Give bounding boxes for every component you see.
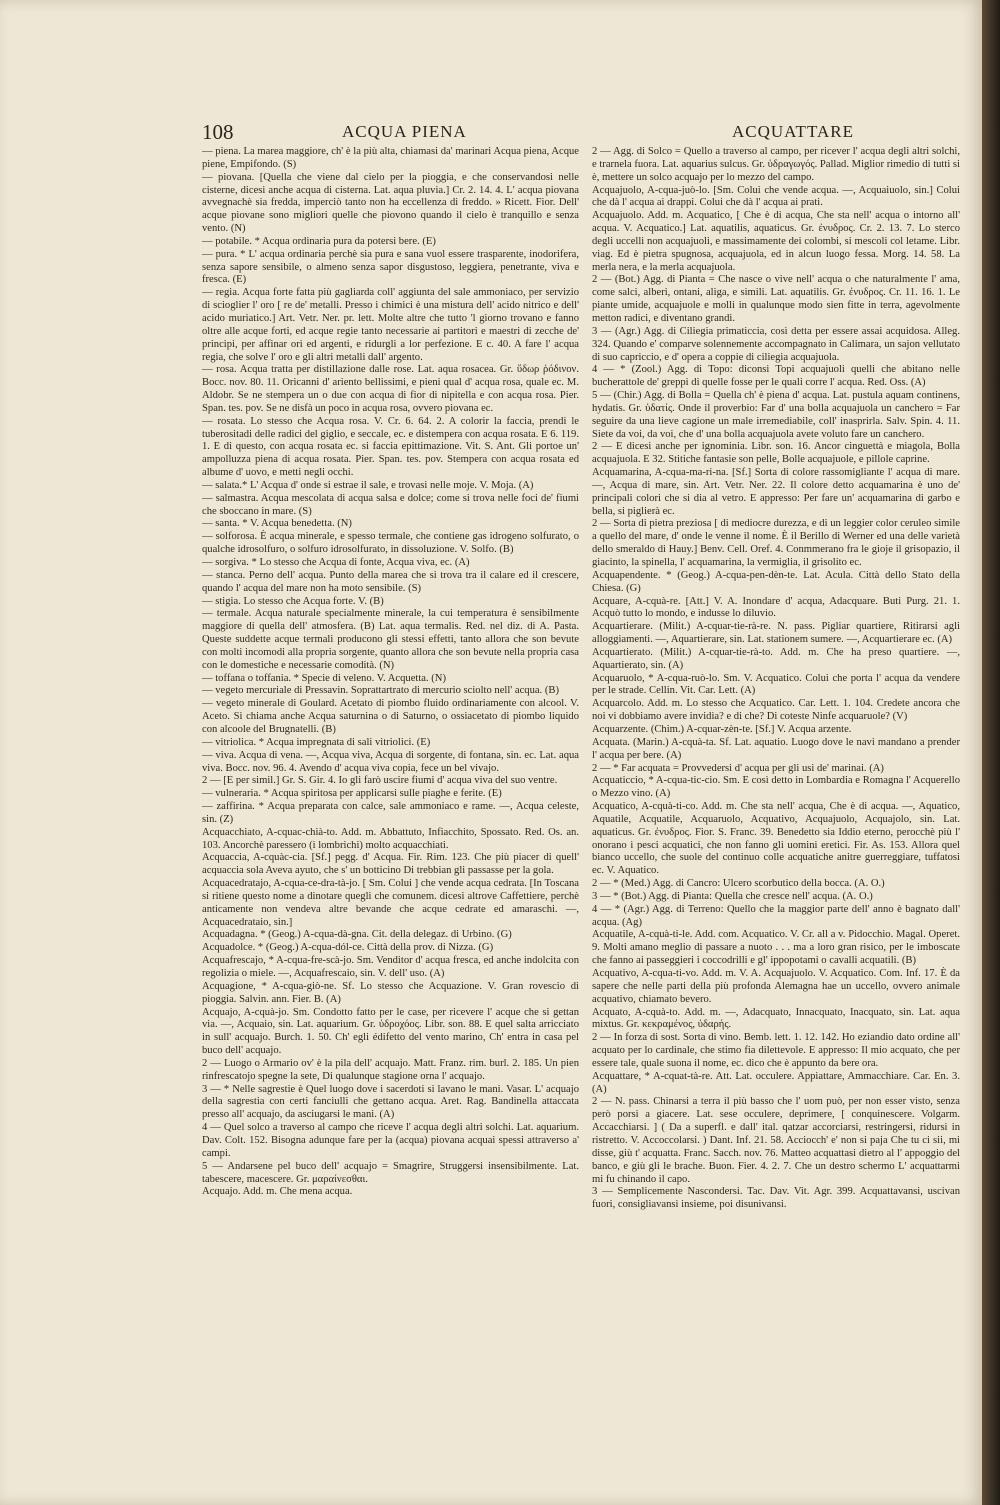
- dictionary-entry: Acquamarina, A-cqua-ma-ri-na. [Sf.] Sorta di colore rassomigliante l' acqua di mare. —, Acqua di mare, sin. Art. Vetr. Ner. 22. Il colore detto acquamarina è uno de' principali colori che si dia al vetro. E appresso: Per fare un' acquamarina di garbo e bella, si piglierà ec.: [592, 467, 960, 517]
- dictionary-entry: Acquajo. Add. m. Che mena acqua.: [202, 1186, 353, 1198]
- running-header: [202, 120, 952, 142]
- left-column: [202, 146, 579, 1486]
- right-running-head: ACQUATTARE: [732, 122, 854, 141]
- dictionary-entry: — vitriolica. * Acqua impregnata di sali vitriolici. (E): [202, 736, 431, 748]
- dictionary-entry: — rosa. Acqua tratta per distillazione dalle rose. Lat. aqua rosacea. Gr. ὕδωρ ῥόδινον. Bocc. nov. 80. 11. Oricanni d' ariento bellissimi, e pieni qual d' acqua rosa, quale ec. M. Aldobr. Se ne stempera un o due con acqua di fior di nipitella e con acqua rosa. Pier. Span. tes. pov. Se ne disfà un poco in acqua rosa, ovvero piovana ec.: [202, 364, 579, 414]
- dictionary-entry: 2 — (Bot.) Agg. di Pianta = Che nasce o vive nell' acqua o che naturalmente l' ama, come salci, alberi, ontani, aliga, e simili. Lat. aquatilis. Gr. ἐνυδρος. Cr. 11. 16. 1. Le piante umide, acquajuole e molli in qualunque modo sien fitte in terra, agevolmente metton radici, e diventano grandi.: [592, 274, 960, 324]
- page-number: 108: [202, 120, 234, 144]
- dictionary-entry: Acquattare, * A-cquat-tà-re. Att. Lat. occulere. Appiattare, Ammacchiare. Car. En. 3. (A): [592, 1070, 960, 1095]
- dictionary-entry: 2 — Luogo o Armario ov' è la pila dell' acquajo. Matt. Franz. rim. burl. 2. 185. Un pien rinfrescatojo spegne la sete, Di qualunque stagione orna l' acquajo.: [202, 1057, 579, 1082]
- dictionary-entry: 4 — Quel solco a traverso al campo che riceve l' acqua degli altri solchi. Lat. aquarium. Dav. Colt. 152. Bisogna adunque fare per la (acqua) piovana acquai spessi attraverso a' campi.: [202, 1122, 579, 1159]
- dictionary-entry: 2 — N. pass. Chinarsi a terra il più basso che l' uom può, per non esser visto, senza però porsi a giacere. Lat. sese occulere, deprimere, [ conquinescere. Volgarm. Accacchiarsi. ] ( Da a superfl. e dall' ital. qatzar accorciarsi, restringersi, ridursi in ristretto. V. Accoccolarsi. ) Dant. Inf. 21. 58. Acciocch' e' non si paja Che tu ci sii, mi disse, giù t' acquatta. Franc. Sacch. nov. 76. Matteo acquattasi dietro al l' appoggio del banco, e giù gli le brache. Buon. Fier. 4. 2. 7. Che un destro schermo L' acquattarmi mi fu chinando il capo.: [592, 1096, 960, 1185]
- dictionary-entry: 2 — In forza di sost. Sorta di vino. Bemb. lett. 1. 12. 142. Ho eziandio dato ordine all' acquato per lo cardinale, che stimo fia dilettevole. E appresso: Il mio acquato, che per essere tale, quale suona il nome, ec. dico che è appunto da bere ora.: [592, 1032, 960, 1069]
- dictionary-entry: 3 — Semplicemente Nascondersi. Tac. Dav. Vit. Agr. 399. Acquattavansi, uscivan fuori, consigliavansi insieme, poi disunivansi.: [592, 1186, 960, 1211]
- dictionary-entry: — vegeto mercuriale di Pressavin. Soprattartrato di mercurio sciolto nell' acqua. (B): [202, 685, 559, 697]
- dictionary-entry: Acquajuolo. Add. m. Acquatico, [ Che è di acqua, Che sta nell' acqua o intorno all' acqua. V. Acquatico.] Lat. aquatilis, aquaticus. Gr. ἐνυδρος. Cr. 2. 13. 7. Lo sterco degli uccelli non acquajuoli, e massimamente dei colombi, si mescoli col letame. Libr. viag. Ed è pietra spugnosa, acquajuola, ed in alcun luogo fessa. Morg. 14. 58. La merla nera, e la merla acquajuola.: [592, 210, 960, 273]
- dictionary-entry: — vulneraria. * Acqua spiritosa per applicarsi sulle piaghe e ferite. (E): [202, 788, 502, 800]
- dictionary-entry: Acquartierato. (Milit.) A-cquar-tie-rà-to. Add. m. Che ha preso quartiere. —, Aquartierato, sin. (A): [592, 646, 960, 671]
- dictionary-entry: 4 — * (Agr.) Agg. di Terreno: Quello che la maggior parte dell' anno è bagnato dall' acqua. (Ag): [592, 903, 960, 928]
- dictionary-entry: — pura. * L' acqua ordinaria perchè sia pura e sana vuol essere trasparente, inodorifera, senza sapore sensibile, o almeno senza sapor disgustoso, leggiera, penetrante, viva e fresca. (E): [202, 248, 579, 286]
- dictionary-entry: Acquagione, * A-cqua-giò-ne. Sf. Lo stesso che Acquazione. V. Gran rovescio di pioggia. Salvin. ann. Fier. B. (A): [202, 980, 579, 1005]
- dictionary-entry: — vegeto minerale di Goulard. Acetato di piombo fluido ordinariamente con alcool. V. Aceto. Si chiama anche Acqua saturnina o di Saturno, o ossiacetato di piombo liquido con alcoole del Brugnatelli. (B): [202, 698, 579, 735]
- dictionary-entry: Acquacchiato, A-cquac-chià-to. Add. m. Abbattuto, Infiacchito, Spossato. Red. Os. an. 103. Ancorchè paressero (i lombrichi) molto acquacchiati.: [202, 826, 579, 851]
- dictionary-entry: — potabile. * Acqua ordinaria pura da potersi bere. (E): [202, 235, 436, 247]
- dictionary-entry: — sorgiva. * Lo stesso che Acqua di fonte, Acqua viva, ec. (A): [202, 557, 470, 568]
- dictionary-entry: — regia. Acqua forte fatta più gagliarda coll' aggiunta del sale ammoniaco, per servizio di scioglier l' oro [ re de' metalli. Presso i chimici è una mistura dell' acido nitrico e dell' acido muriatico.] Art. Vetr. Ner. pr. lett. Molte altre che tutto 'l giorno trovano e fanno oltre alle acque forti, ed acque regie tanto necessarie ai partitori e maestri di zecche de' principi, per affinar ori ed argenti, e ridurgli a lor perfezione. E c. 40. A fare l' acqua regia, che solve l' oro e gli altri metalli dall' argento.: [202, 287, 579, 363]
- dictionary-entry: — salata.* L' Acqua d' onde si estrae il sale, e trovasi nelle moje. V. Moja. (A): [202, 479, 534, 491]
- dictionary-entry: Acquato, A-cquà-to. Add. m. —, Adacquato, Innacquato, Inacquato, sin. Lat. aqua mixtus. Gr. κεκραμένος, ὑδαρής.: [592, 1006, 960, 1031]
- dictionary-entry: 3 — (Agr.) Agg. di Ciliegia primaticcia, così detta per essere assai acquidosa. Alleg. 324. Quando e' comparve solennemente accompagnato in Calimara, un sajon vellutato di suo capriccio, e d' opera a coppie di ciliegia acquajuola.: [592, 325, 960, 363]
- dictionary-entry: — piena. La marea maggiore, ch' è la più alta, chiamasi da' marinari Acqua piena, Acque piene, Empifondo. (S): [202, 146, 579, 170]
- dictionary-entry: 2 — * (Med.) Agg. di Cancro: Ulcero scorbutico della bocca. (A. O.): [592, 878, 885, 890]
- dictionary-entry: Acquacedratajo, A-cqua-ce-dra-tà-jo. [ Sm. Colui ] che vende acqua cedrata. [In Toscana si ritiene questo nome a dinotare quegli che comunem. dicesi altrove Caffettiere, perchè anticamente non vendeva altre bevande che acque cedrate ed amaraschi. —, Acquacedrataio, sin.]: [202, 878, 579, 928]
- dictionary-entry: — santa. * V. Acqua benedetta. (N): [202, 518, 352, 530]
- dictionary-entry: — toffana o toffania. * Specie di veleno. V. Acquetta. (N): [202, 672, 446, 684]
- dictionary-entry: Acquaccia, A-cquàc-cia. [Sf.] pegg. d' Acqua. Fir. Rim. 123. Che più piacer di quell' acquaccia sola Aveva ayuto, che s' un botticino Di trebbian gli passasse per la gola.: [202, 852, 579, 877]
- dictionary-entry: Acquativo, A-cqua-ti-vo. Add. m. V. A. Acquajuolo. V. Acquatico. Com. Inf. 17. È da sapere che nelle parti della più profonda Alemagna hae un uccello, ovvero animale acquativo, chiamato bevero.: [592, 968, 960, 1005]
- dictionary-entry: — piovana. [Quella che viene dal cielo per la pioggia, e che conservandosi nelle cisterne, dicesi anche acqua di cisterna. Lat. aqua pluvia.] Cr. 2. 14. 4. L' acqua piovana avvegnachè sia fredda, imperciò tanto non ha eccellenza di freddo. » Ricett. Fior. Dell' acque piovane sono migliori quelle che piovono quando il cielo è tranquillo e senza vento. (N): [202, 171, 579, 235]
- right-column: [592, 146, 960, 1486]
- dictionary-entry: 2 — Agg. di Solco = Quello a traverso al campo, per ricever l' acqua degli altri solchi, e trarnela fuora. Lat. aquarius sulcus. Gr. ὑδραγωγός. Pallad. Miglior rimedio di tutti si è, mettere un solco acquajo per lo mezzo del campo.: [592, 146, 960, 183]
- dictionary-entry: 4 — * (Zool.) Agg. di Topo: diconsi Topi acquajuoli quelli che abitano nelle bucherattole de' greppi di quelle fosse per le quali corre l' acqua. Red. Oss. (A): [592, 364, 960, 389]
- dictionary-entry: Acquatile, A-cquà-ti-le. Add. com. Acquatico. V. Cr. all a v. Pidocchio. Magal. Operet. 9. Molti amano meglio di passare a nuoto . . . ma a loro gran risico, per le imboscate che fanno ai passeggieri i coccodrilli e gl' ippopotami o cavalli acquatili. (B): [592, 929, 960, 967]
- dictionary-entry: Acquaticcio, * A-cqua-tic-cio. Sm. E così detto in Lombardia e Romagna l' Acquerello o Mezzo vino. (A): [592, 775, 960, 800]
- dictionary-entry: Acquapendente. * (Geog.) A-cqua-pen-dèn-te. Lat. Acula. Città dello Stato della Chiesa. (G): [592, 569, 960, 594]
- dictionary-entry: — solforosa. È acqua minerale, e spesso termale, che contiene gas idrogeno solfurato, o qualche idrosolfuro, o solfuro idrosolfurato, in dissoluzione. V. Solfo. (B): [202, 531, 579, 556]
- dictionary-entry: — rosata. Lo stesso che Acqua rosa. V. Cr. 6. 64. 2. A colorir la faccia, prendi le tuberositadi delle radici del giglio, e seccale, ec. e distempera con acqua rosata. E 6. 119. 1. E di questo, con acqua rosata ec. si faccia epittimazione. Vit. S. Ant. Gli portoe un' ampolluzza piena di acqua rosata. Pier. Span. tes. pov. Stempera con acqua rosata ed albume d' uovo, e metti negli occhi.: [202, 415, 579, 479]
- dictionary-entry: 2 — [E per simil.] Gr. S. Gir. 4. Io gli farò uscire fiumi d' acqua viva del suo ventre.: [202, 775, 558, 787]
- dictionary-entry: — salmastra. Acqua mescolata di acqua salsa e dolce; come si trova nelle foci de' fiumi che sboccano in mare. (S): [202, 492, 579, 517]
- dictionary-entry: Acquadolce. * (Geog.) A-cqua-dól-ce. Città della prov. di Nizza. (G): [202, 942, 494, 954]
- dictionary-entry: — stigia. Lo stesso che Acqua forte. V. (B): [202, 595, 384, 607]
- dictionary-entry: 3 — * Nelle sagrestie è Quel luogo dove i sacerdoti si lavano le mani. Vasar. L' acquajo della sagrestia con certi fanciulli che gettano acqua. Aret. Rag. Bandinella attaccata presso all' acquajo, da asciugarsi le mani. (A): [202, 1083, 579, 1121]
- dictionary-entry: Acquartierare. (Milit.) A-cquar-tie-rà-re. N. pass. Pigliar quartiere, Ritirarsi agli alloggiamenti. —, Aquartierare, sin. Lat. stationem sumere. —, Acquartierare ec. (A): [592, 621, 960, 646]
- dictionary-entry: Acquare, A-cquà-re. [Att.] V. A. Inondare d' acqua, Adacquare. Buti Purg. 21. 1. Acquò tutto lo mondo, e indusse lo diluvio.: [592, 595, 960, 620]
- dictionary-entry: Acquajo, A-cquà-jo. Sm. Condotto fatto per le case, per ricevere l' acque che si gettan via. —, Acquaio, sin. Lat. aquarium. Gr. ὑδροχόος. Libr. son. 88. E quel salta arricciato in sull' acquajo. Burch. 1. 50. Ch' egli édifetto del vento marino, Ch' entra in casa pel buco dell' acquajo.: [202, 1006, 579, 1057]
- dictionary-entry: Acquarzente. (Chim.) A-cquar-zèn-te. [Sf.] V. Acqua arzente.: [592, 723, 852, 735]
- dictionary-entry: 5 — (Chir.) Agg. di Bolla = Quella ch' è piena d' acqua. Lat. pustula aquam continens, hydatis. Gr. ὑδατίς. Onde il proverbio: Far d' una bolla acquajuola un canchero = Far seguire da una lieve cagione un male irremediabile, coll' inasprirla. Salv. Spin. 4. 11. Siete da voi, da voi, che d' una bolla acquajuola avete voluto fare un canchero.: [592, 390, 960, 440]
- dictionary-entry: 2 — E dicesi anche per ignominia. Libr. son. 16. Ancor cinguettà e miagola, Bolla acquajuola. E 32. Stitiche fantasie son pelle, Bolle acquajuole, e pillole caprine.: [592, 441, 960, 466]
- dictionary-entry: — termale. Acqua naturale specialmente minerale, la cui temperatura è sensibilmente maggiore di quella dell' atmosfera. (B) Lat. aqua termalis. Red. nel diz. di A. Pasta. Queste suddette acque termali producono gli stessi effetti, tanto allora che son bevute con molti incomodi alla propria sorgente, quanto allora che son bevute nella propria casa con le domestiche e necessarie comodità. (N): [202, 608, 579, 671]
- dictionary-entry: Acquarcolo. Add. m. Lo stesso che Acquatico. Car. Lett. 1. 104. Credete ancora che noi vi dobbiamo avere invidia? e di che? Di coteste Ninfe acquaruole? (V): [592, 698, 960, 723]
- dictionary-entry: 3 — * (Bot.) Agg. di Pianta: Quella che cresce nell' acqua. (A. O.): [592, 890, 873, 902]
- dictionary-entry: Acquaruolo, * A-cqua-ruò-lo. Sm. V. Acquatico. Colui che porta l' acqua da vendere per le strade. Cellin. Vit. Car. Lett. (A): [592, 672, 960, 697]
- dictionary-entry: — viva. Acqua di vena. —, Acqua viva, Acqua di sorgente, di fontana, sin. ec. Lat. aqua viva. Bocc. nov. 96. 4. Avendo d' acqua viva copia, fece un bel vivajo.: [202, 749, 579, 774]
- dictionary-entry: Acquajuolo, A-cqua-juò-lo. [Sm. Colui che vende acqua. —, Acquaiuolo, sin.] Colui che dà l' acqua ai drappi. Colui che dà l' acqua ai prati.: [592, 184, 960, 209]
- dictionary-entry: 5 — Andarsene pel buco dell' acquajo = Smagrire, Struggersi insensibilmente. Lat. tabescere, macescere. Gr. μαραίνεσθαι.: [202, 1160, 579, 1185]
- dictionary-entry: Acquata. (Marin.) A-cquà-ta. Sf. Lat. aquatio. Luogo dove le navi mandano a prender l' acqua per bere. (A): [592, 736, 960, 761]
- dictionary-entry: 2 — * Far acquata = Provvedersi d' acqua per gli usi de' marinai. (A): [592, 762, 884, 774]
- page-edge: [982, 0, 1000, 1505]
- dictionary-entry: 2 — Sorta di pietra preziosa [ di mediocre durezza, e di un leggier color ceruleo simile a quello del mare, d' onde le venne il nome. È il Berillo di Werner ed una delle varietà dello smeraldo di Hauy.] Benv. Cell. Oref. 4. Conmmerano fra le gioje il grisopazio, il giacinto, la spinella, l' acquamarina, la vermiglia, il grisolito ec.: [592, 518, 960, 568]
- dictionary-entry: Acquatico, A-cquà-ti-co. Add. m. Che sta nell' acqua, Che è di acqua. —, Aquatico, Aquatile, Acquatile, Acquaruolo, Acquativo, Acquajuolo, Acquajolo, sin. Lat. aquaticus. Gr. ἐνυδρος. Fior. S. Franc. 39. Benedetto sia Iddio eterno, perocchè più l' onorano i pesci acquatici, che non fanno gli uomini eretici. Fir. As. 153. Allora quel bianco uccello, che suole del continuo colle acquatiche anitre guerreggiare, tuffatosi ec. V. Aquatico.: [592, 801, 960, 877]
- dictionary-entry: Acquafrescajo, * A-cqua-fre-scà-jo. Sm. Venditor d' acqua fresca, ed anche indolcita con regolizia o miele. —, Acquafrescaio, sin. V. dell' uso. (A): [202, 955, 579, 979]
- left-running-head: ACQUA PIENA: [342, 122, 467, 141]
- dictionary-entry: — zaffirina. * Acqua preparata con calce, sale ammoniaco e rame. —, Acqua celeste, sin. (Z): [202, 801, 579, 825]
- dictionary-entry: Acquadagna. * (Geog.) A-cqua-dà-gna. Cit. della delegaz. di Urbino. (G): [202, 929, 512, 941]
- dictionary-entry: — stanca. Perno dell' acqua. Punto della marea che si trova tra il calare ed il crescere, quando l' acqua del mare non ha moto sensibile. (S): [202, 569, 579, 594]
